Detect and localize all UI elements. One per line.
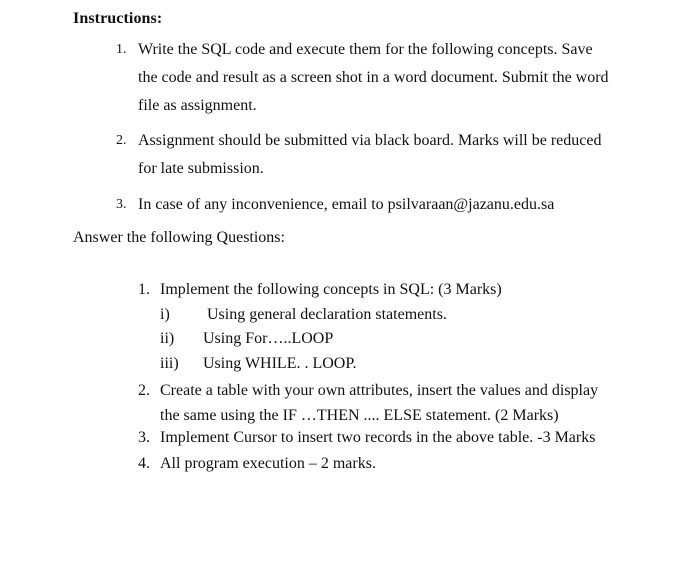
question-number: 1. xyxy=(138,281,150,298)
instruction-line: Write the SQL code and execute them for the following concepts. Save xyxy=(138,41,593,58)
question-text xyxy=(160,379,640,428)
instruction-number: 2. xyxy=(116,133,127,148)
instruction-number: 1. xyxy=(116,42,127,57)
instruction-text xyxy=(138,36,638,120)
instruction-number: 3. xyxy=(116,197,127,212)
question-number: 4. xyxy=(138,455,150,472)
question-text xyxy=(160,452,640,477)
instruction-line: file as assignment. xyxy=(138,97,257,114)
subitem-number: ii) xyxy=(160,330,175,347)
question-line: All program execution – 2 marks. xyxy=(160,455,376,472)
answers-heading: Answer the following Questions: xyxy=(73,229,285,246)
instruction-text xyxy=(138,191,638,219)
subitem-text: Using WHILE. . LOOP. xyxy=(203,355,357,372)
question-line: the same using the IF …THEN .... ELSE statement. (2 Marks) xyxy=(160,406,559,424)
instruction-line: the code and result as a screen shot in a word document. Submit the word xyxy=(138,69,609,86)
instruction-text xyxy=(138,127,638,183)
question-line: Implement Cursor to insert two records in the above table. -3 Marks xyxy=(160,429,596,446)
question-line: Create a table with your own attributes, insert the values and display xyxy=(160,382,599,399)
subitem-number: i) xyxy=(160,306,170,323)
instruction-line: In case of any inconvenience, email to psilvaraan@jazanu.edu.sa xyxy=(138,196,555,213)
subitem-text: Using For…..LOOP xyxy=(203,330,334,347)
question-number: 2. xyxy=(138,382,150,399)
instruction-line: Assignment should be submitted via black board. Marks will be reduced xyxy=(138,132,602,149)
question-line: Implement the following concepts in SQL: (3 Marks) xyxy=(160,281,502,298)
subitem-text: Using general declaration statements. xyxy=(207,306,447,323)
subitem-number: iii) xyxy=(160,355,179,372)
question-text xyxy=(160,278,640,303)
question-text xyxy=(160,426,640,451)
instructions-heading: Instructions: xyxy=(73,10,163,27)
instruction-line: for late submission. xyxy=(138,160,264,177)
question-number: 3. xyxy=(138,429,150,446)
